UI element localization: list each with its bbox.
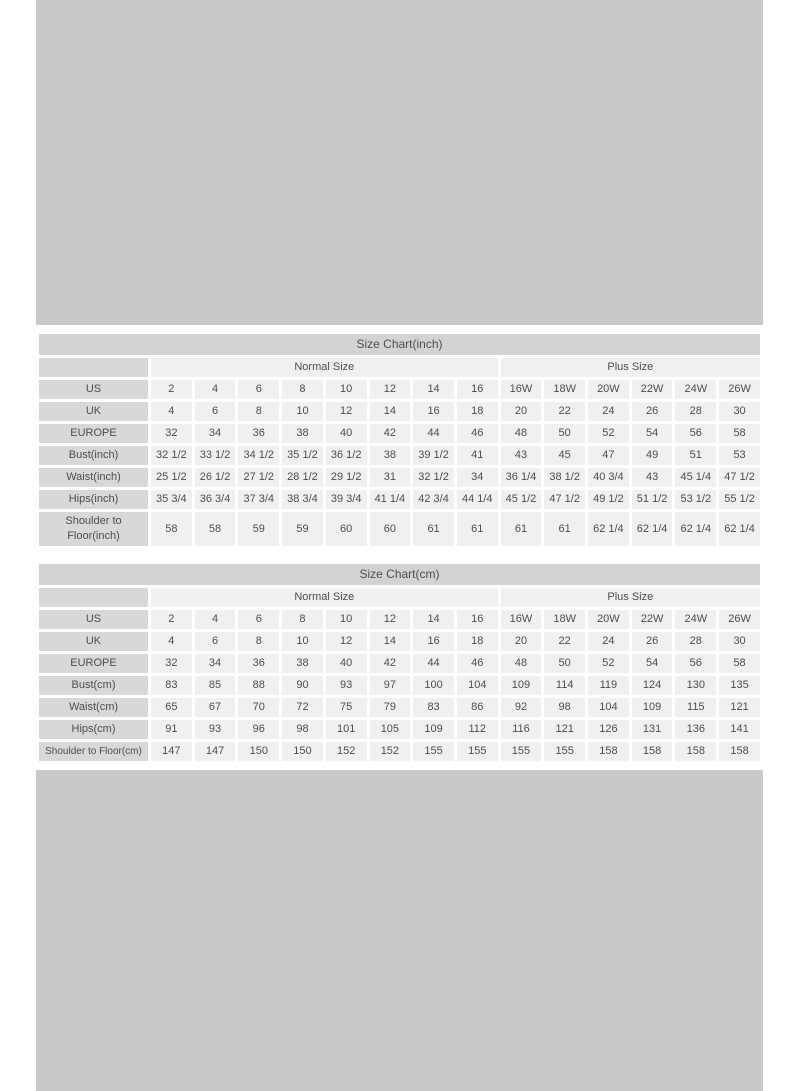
table-row [39,676,760,695]
size-cell: 47 1/2 [719,468,760,487]
row-label: EUROPE [39,654,148,673]
size-cell: 121 [544,720,585,739]
size-cell: 158 [719,742,760,761]
group-header-row [39,358,760,377]
size-cell: 53 [719,446,760,465]
size-cell: 20 [501,632,542,651]
size-cell: 18 [457,632,498,651]
size-cell: 152 [326,742,367,761]
row-label: Shoulder to Floor(inch) [39,512,148,546]
size-cell: 34 [195,654,236,673]
size-cell: 53 1/2 [675,490,716,509]
row-label: UK [39,632,148,651]
size-cell: 28 1/2 [282,468,323,487]
size-cell: 22W [632,380,673,399]
table-title-row [39,334,760,355]
size-cell: 96 [238,720,279,739]
row-label: Waist(inch) [39,468,148,487]
size-cell: 38 [282,654,323,673]
row-label: EUROPE [39,424,148,443]
size-cell: 6 [195,632,236,651]
size-cell: 4 [195,380,236,399]
row-label: US [39,610,148,629]
size-cell: 20W [588,380,629,399]
size-cell: 36 1/2 [326,446,367,465]
size-cell: 26 [632,402,673,421]
table-row [39,654,760,673]
size-cell: 109 [632,698,673,717]
size-cell: 4 [151,632,192,651]
size-cell: 141 [719,720,760,739]
size-cell: 30 [719,402,760,421]
size-cell: 31 [370,468,411,487]
size-chart-inch-table [36,331,763,549]
size-cell: 44 [413,424,454,443]
row-label: Bust(inch) [39,446,148,465]
row-label: Shoulder to Floor(cm) [39,742,148,761]
group-header-plus-size: Plus Size [501,588,760,607]
size-cell: 38 [370,446,411,465]
size-cell: 12 [326,402,367,421]
size-cell: 98 [544,698,585,717]
size-cell: 12 [370,610,411,629]
size-cell: 42 [370,424,411,443]
size-cell: 58 [719,424,760,443]
size-cell: 6 [195,402,236,421]
corner-cell [39,588,148,607]
size-cell: 70 [238,698,279,717]
size-cell: 41 1/4 [370,490,411,509]
size-cell: 135 [719,676,760,695]
size-cell: 65 [151,698,192,717]
size-cell: 8 [282,380,323,399]
size-cell: 35 3/4 [151,490,192,509]
size-cell: 62 1/4 [675,512,716,546]
size-cell: 67 [195,698,236,717]
size-cell: 40 [326,424,367,443]
size-cell: 93 [195,720,236,739]
size-cell: 33 1/2 [195,446,236,465]
size-cell: 54 [632,424,673,443]
size-cell: 32 [151,654,192,673]
size-cell: 24 [588,632,629,651]
size-cell: 92 [501,698,542,717]
size-cell: 8 [282,610,323,629]
table-row [39,698,760,717]
size-cell: 126 [588,720,629,739]
size-cell: 39 1/2 [413,446,454,465]
size-cell: 58 [719,654,760,673]
size-cell: 54 [632,654,673,673]
size-cell: 2 [151,610,192,629]
table-title: Size Chart(inch) [39,334,760,355]
size-cell: 49 1/2 [588,490,629,509]
corner-cell [39,358,148,377]
size-cell: 26W [719,610,760,629]
size-cell: 72 [282,698,323,717]
table-row [39,424,760,443]
size-cell: 61 [413,512,454,546]
size-cell: 36 3/4 [195,490,236,509]
size-cell: 34 [457,468,498,487]
table-row [39,490,760,509]
size-cell: 88 [238,676,279,695]
size-cell: 98 [282,720,323,739]
size-cell: 147 [195,742,236,761]
size-cell: 22 [544,632,585,651]
size-cell: 16W [501,610,542,629]
size-cell: 20 [501,402,542,421]
size-cell: 105 [370,720,411,739]
size-cell: 28 [675,402,716,421]
size-cell: 4 [151,402,192,421]
size-cell: 58 [151,512,192,546]
size-cell: 85 [195,676,236,695]
size-cell: 32 1/2 [151,446,192,465]
size-cell: 62 1/4 [632,512,673,546]
size-cell: 46 [457,424,498,443]
size-cell: 124 [632,676,673,695]
table-row [39,720,760,739]
size-cell: 16 [457,610,498,629]
size-cell: 62 1/4 [719,512,760,546]
size-cell: 61 [457,512,498,546]
size-cell: 109 [413,720,454,739]
size-cell: 36 [238,424,279,443]
size-cell: 39 3/4 [326,490,367,509]
size-cell: 27 1/2 [238,468,279,487]
size-cell: 45 1/2 [501,490,542,509]
size-cell: 150 [238,742,279,761]
size-cell: 14 [413,380,454,399]
table-row [39,380,760,399]
size-cell: 86 [457,698,498,717]
size-cell: 24 [588,402,629,421]
size-cell: 158 [588,742,629,761]
size-cell: 46 [457,654,498,673]
size-cell: 20W [588,610,629,629]
size-cell: 28 [675,632,716,651]
size-cell: 131 [632,720,673,739]
size-cell: 10 [282,402,323,421]
size-cell: 121 [719,698,760,717]
size-cell: 83 [151,676,192,695]
size-cell: 147 [151,742,192,761]
size-cell: 38 3/4 [282,490,323,509]
size-cell: 8 [238,632,279,651]
table-row [39,446,760,465]
group-header-normal-size: Normal Size [151,358,498,377]
size-cell: 93 [326,676,367,695]
size-cell: 36 [238,654,279,673]
size-cell: 112 [457,720,498,739]
size-cell: 83 [413,698,454,717]
size-cell: 26 [632,632,673,651]
size-cell: 26W [719,380,760,399]
size-cell: 115 [675,698,716,717]
group-header-row [39,588,760,607]
size-cell: 2 [151,380,192,399]
size-cell: 36 1/4 [501,468,542,487]
size-cell: 37 3/4 [238,490,279,509]
size-cell: 50 [544,654,585,673]
content-column [36,0,763,1091]
size-cell: 24W [675,610,716,629]
size-cell: 38 [282,424,323,443]
size-cell: 16 [413,632,454,651]
size-cell: 56 [675,654,716,673]
size-cell: 18W [544,380,585,399]
size-cell: 60 [370,512,411,546]
size-cell: 59 [238,512,279,546]
size-cell: 51 [675,446,716,465]
size-cell: 119 [588,676,629,695]
size-cell: 10 [282,632,323,651]
size-cell: 24W [675,380,716,399]
size-cell: 152 [370,742,411,761]
size-cell: 41 [457,446,498,465]
size-cell: 18W [544,610,585,629]
size-cell: 34 [195,424,236,443]
size-cell: 100 [413,676,454,695]
size-cell: 104 [457,676,498,695]
size-cell: 56 [675,424,716,443]
size-cell: 16 [413,402,454,421]
size-cell: 32 1/2 [413,468,454,487]
size-cell: 158 [632,742,673,761]
size-cell: 4 [195,610,236,629]
size-cell: 26 1/2 [195,468,236,487]
size-cell: 16W [501,380,542,399]
size-cell: 155 [457,742,498,761]
size-cell: 75 [326,698,367,717]
table-row [39,468,760,487]
size-cell: 51 1/2 [632,490,673,509]
size-cell: 114 [544,676,585,695]
table-row [39,632,760,651]
size-cell: 29 1/2 [326,468,367,487]
size-cell: 130 [675,676,716,695]
size-cell: 16 [457,380,498,399]
size-cell: 30 [719,632,760,651]
size-cell: 58 [195,512,236,546]
size-cell: 12 [370,380,411,399]
size-cell: 48 [501,654,542,673]
size-cell: 40 [326,654,367,673]
row-label: UK [39,402,148,421]
size-cell: 12 [326,632,367,651]
row-label: Bust(cm) [39,676,148,695]
size-cell: 35 1/2 [282,446,323,465]
size-cell: 62 1/4 [588,512,629,546]
size-cell: 8 [238,402,279,421]
size-cell: 52 [588,654,629,673]
size-cell: 22W [632,610,673,629]
size-cell: 40 3/4 [588,468,629,487]
size-cell: 14 [370,632,411,651]
row-label: Hips(cm) [39,720,148,739]
size-cell: 61 [544,512,585,546]
size-cell: 18 [457,402,498,421]
image-placeholder-bottom [36,770,763,1091]
group-header-normal-size: Normal Size [151,588,498,607]
size-cell: 104 [588,698,629,717]
size-cell: 25 1/2 [151,468,192,487]
size-cell: 10 [326,380,367,399]
size-cell: 34 1/2 [238,446,279,465]
size-cell: 91 [151,720,192,739]
size-cell: 44 [413,654,454,673]
row-label: US [39,380,148,399]
size-cell: 61 [501,512,542,546]
size-cell: 45 1/4 [675,468,716,487]
table-title: Size Chart(cm) [39,564,760,585]
row-label: Waist(cm) [39,698,148,717]
table-row [39,610,760,629]
size-cell: 155 [544,742,585,761]
size-cell: 155 [413,742,454,761]
size-cell: 43 [501,446,542,465]
size-cell: 59 [282,512,323,546]
size-cell: 6 [238,610,279,629]
size-cell: 136 [675,720,716,739]
size-cell: 47 [588,446,629,465]
size-cell: 6 [238,380,279,399]
size-cell: 42 3/4 [413,490,454,509]
size-cell: 22 [544,402,585,421]
size-cell: 50 [544,424,585,443]
size-cell: 90 [282,676,323,695]
table-row [39,402,760,421]
size-cell: 97 [370,676,411,695]
table-row [39,512,760,546]
size-cell: 32 [151,424,192,443]
size-cell: 42 [370,654,411,673]
size-cell: 14 [370,402,411,421]
size-cell: 60 [326,512,367,546]
size-cell: 14 [413,610,454,629]
group-header-plus-size: Plus Size [501,358,760,377]
size-cell: 155 [501,742,542,761]
size-cell: 45 [544,446,585,465]
size-cell: 48 [501,424,542,443]
table-row [39,742,760,761]
size-chart-cm-table [36,561,763,764]
size-cell: 38 1/2 [544,468,585,487]
size-cell: 44 1/4 [457,490,498,509]
size-cell: 47 1/2 [544,490,585,509]
image-placeholder-top [36,0,763,325]
size-cell: 43 [632,468,673,487]
table-title-row [39,564,760,585]
size-cell: 55 1/2 [719,490,760,509]
size-cell: 79 [370,698,411,717]
size-cell: 158 [675,742,716,761]
size-cell: 150 [282,742,323,761]
size-cell: 116 [501,720,542,739]
size-cell: 52 [588,424,629,443]
size-cell: 49 [632,446,673,465]
size-cell: 109 [501,676,542,695]
row-label: Hips(inch) [39,490,148,509]
size-cell: 10 [326,610,367,629]
size-cell: 101 [326,720,367,739]
